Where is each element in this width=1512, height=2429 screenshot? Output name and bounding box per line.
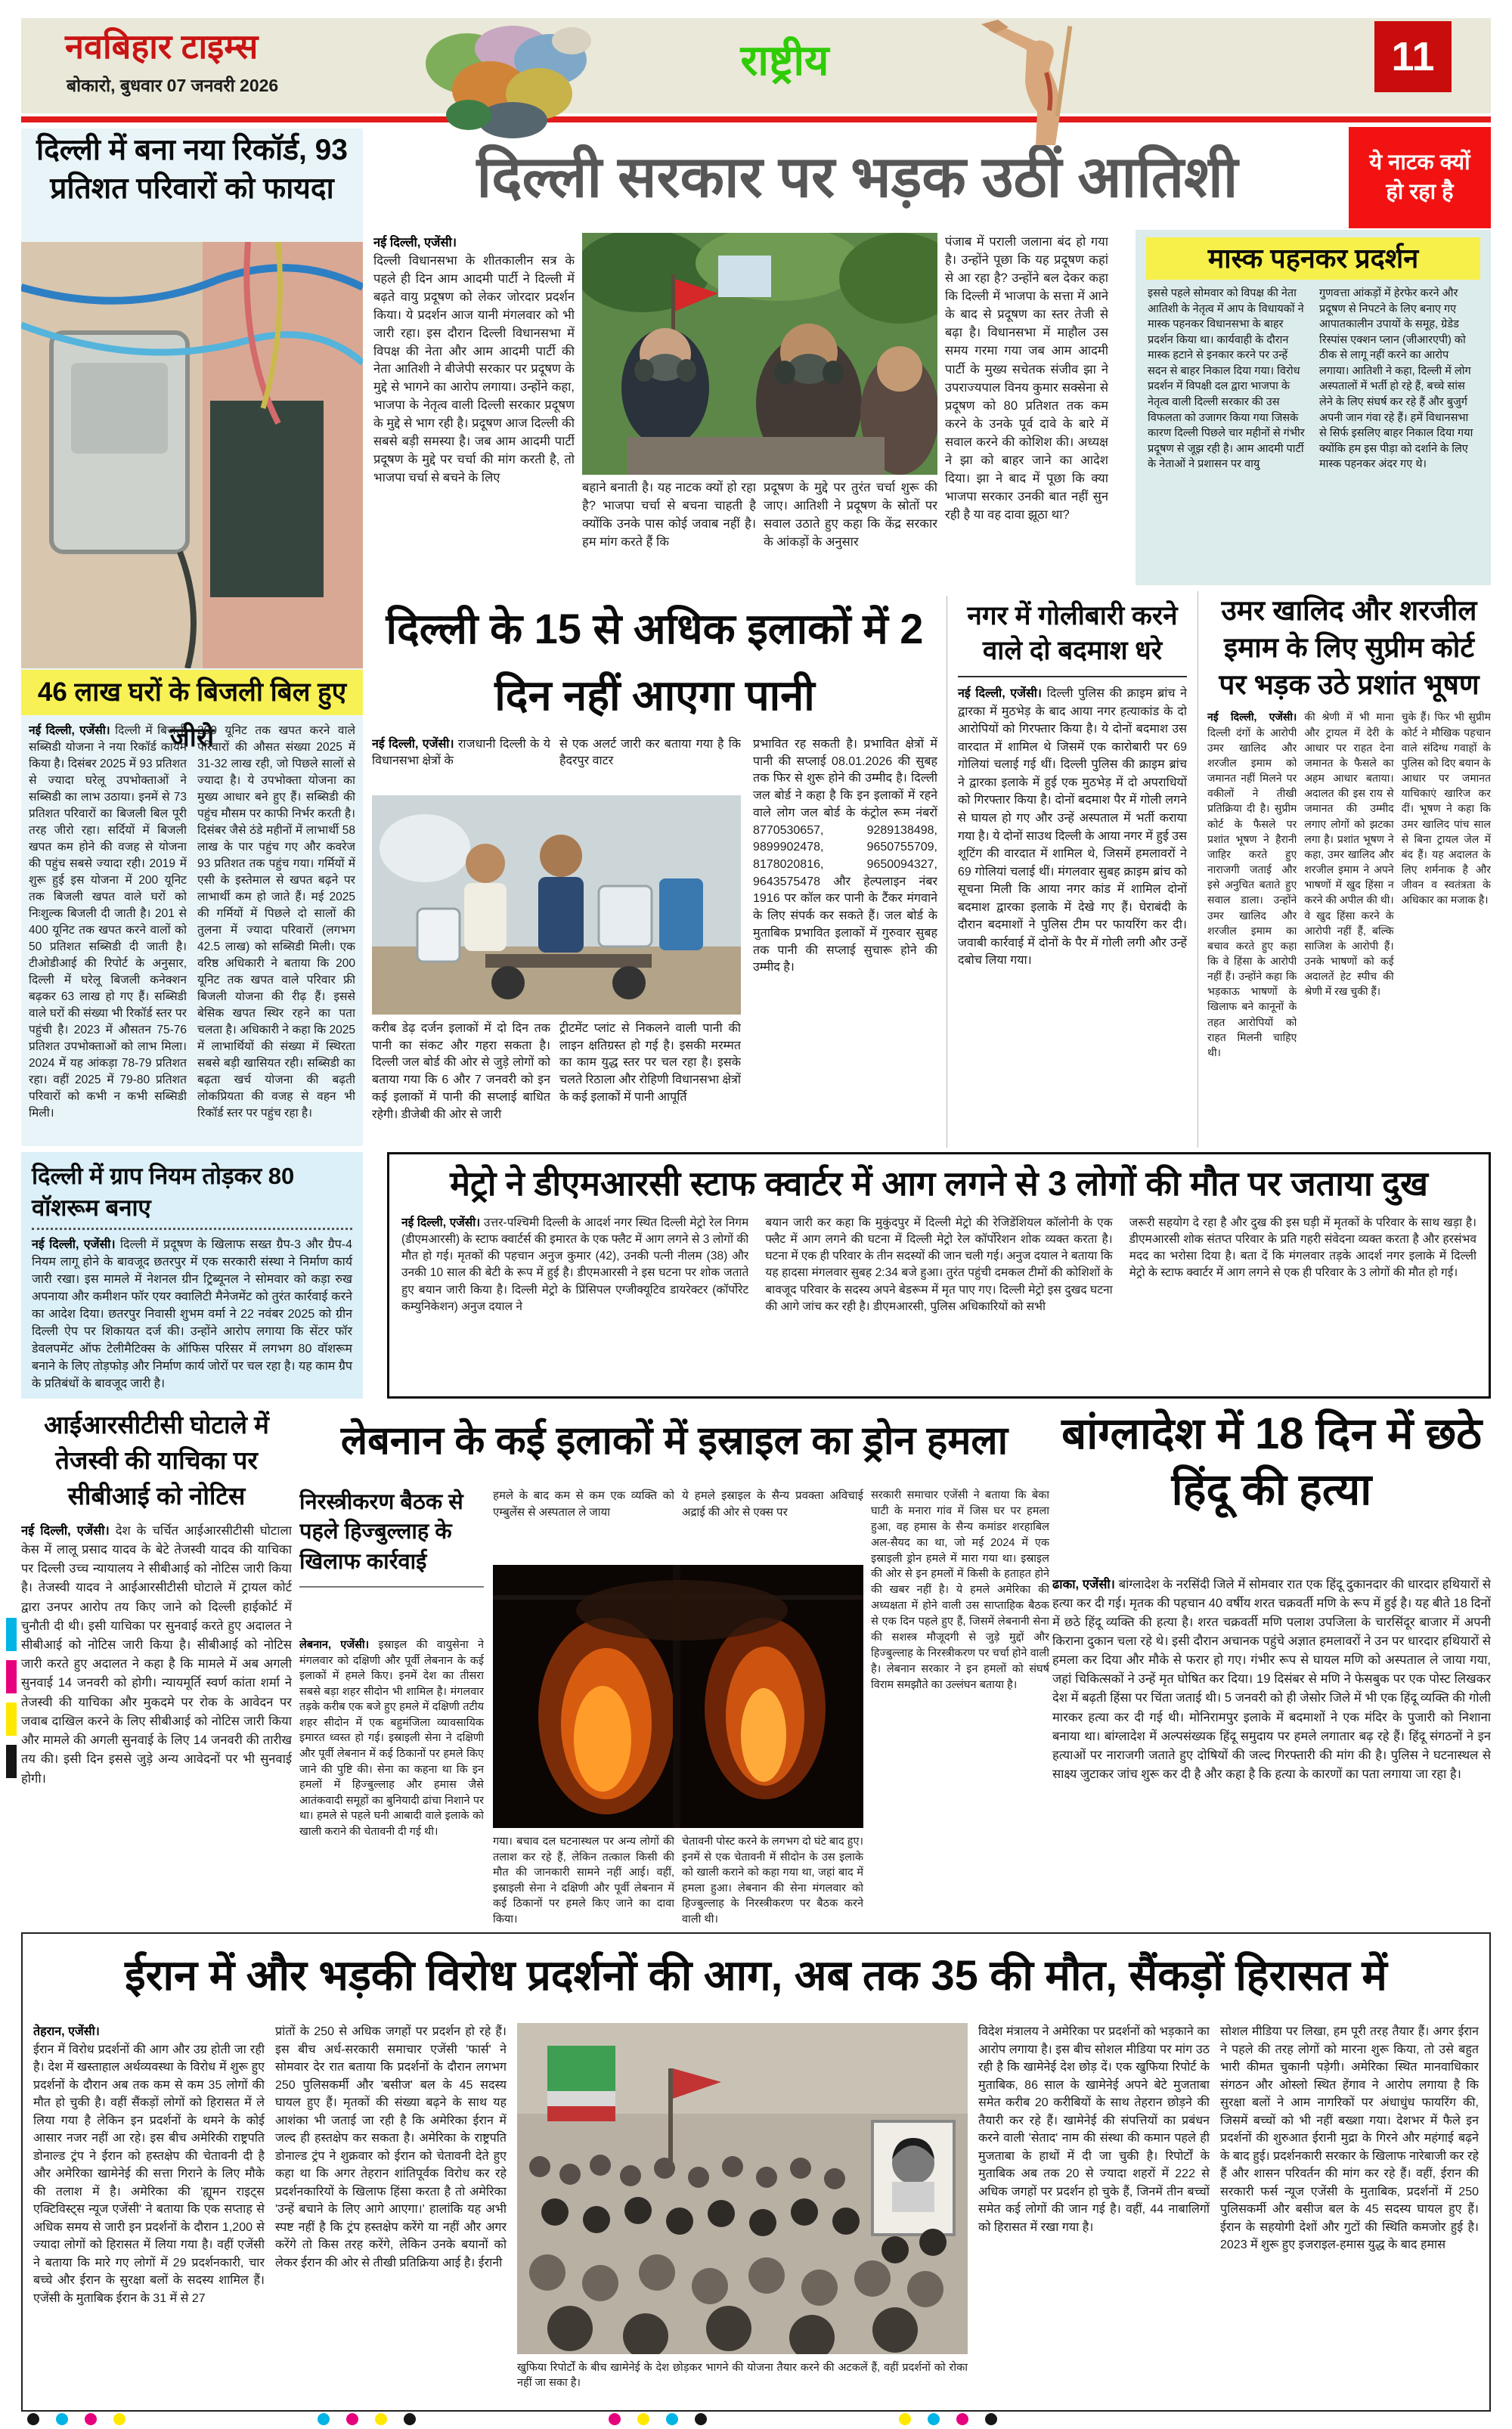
- lebanon-headline: लेबनान के कई इलाकों में इस्राइल का ड्रोन हमला: [340, 1419, 1009, 1463]
- shooting-headline: नगर में गोलीबारी करने वाले दो बदमाश धरे: [958, 599, 1187, 677]
- photo-fire-strike: [493, 1565, 863, 1828]
- mask-col1: इससे पहले सोमवार को विपक्ष की नेता आतिशी के नेतृत्व में आप के विधायकों ने मास्क पहनकर विधानसभा के बाहर प्रदर्शन किया था। कार्यवाही के दौरान मास्क हटाने से इनकार करने पर उन्हें सदन से बाहर निकाल दिया गया। विरोध प्रदर्शन में विपक्षी दल द्वारा भाजपा के नेतृत्व वाली दिल्ली सरकार की उस विफलता को उजागर किया गया जिसके कारण दिल्ली पिछले चार महीनों से गंभीर प्रदूषण से जूझ रही है। आम आदमी पार्टी के नेताओं ने प्रशासन पर वायु: [1148, 287, 1305, 471]
- main-col1: [373, 234, 575, 587]
- lebanon-below-a: गया। बचाव दल घटनास्थल पर अन्य लोगों की तलाश कर रहे हैं, लेकिन तत्काल किसी की मौत की जानकारी सामने नहीं आई। वहीं, इस्राइली सेना ने दक्षिणी और पूर्वी लेबनान में कई ठिकानों पर हमले किए जाने का दावा किया।: [493, 1836, 674, 1926]
- registration-dot: [318, 2413, 330, 2425]
- record-flash-headline: 46 लाख घरों के बिजली बिल हुए जीरो: [21, 670, 363, 715]
- bhushan-col2: की श्रेणी में भी माना और ट्रायल में देरी के आधार पर राहत देना जमानत के फैसले का अहम आधार बताया। अदालत की इस राय से जमानत की उम्मीद लगाए लोगों को झटका लगा है। प्रशांत भूषण ने कहा, उमर खालिद और शरजील इमाम ने अपने भाषणों में खुद हिंसा न करने की अपील की थी। वे खुद हिंसा करने के आरोपी नहीं हैं, बल्कि साजिश के आरोपी हैं। उनके भाषणों को कई अदालतें हेट स्पीच की श्रेणी में रख चुकी हैं।: [1304, 711, 1394, 998]
- bhushan-col1: [1207, 709, 1297, 1117]
- article-iran-protests: [21, 1932, 1491, 2412]
- photo-iran-protest-crowd: [517, 2023, 968, 2354]
- record-dateline: नई दिल्ली, एजेंसी।: [29, 724, 110, 737]
- registration-square: [6, 1745, 17, 1778]
- metro-col3: जरूरी सहयोग दे रहा है और दुख की इस घड़ी में मृतकों के परिवार के साथ खड़ा है। डीएमआरसी शोक संतप्त परिवार के प्रति गहरी संवेदना व्यक्त करता है और हरसंभव मदद का भरोसा दिया है। बता दें कि मंगलवार तड़के आदर्श नगर इलाके में दिल्ली मेट्रो के स्टाफ क्वार्टर में आग लगने से एक ही परिवार के 3 लोगों की मौत हो गई।: [1129, 1216, 1476, 1280]
- mask-protest-box: [1136, 230, 1491, 585]
- lebanon-dateline: लेबनान, एजेंसी।: [299, 1639, 370, 1651]
- article-water-supply: [372, 596, 937, 1149]
- masthead-rule: [21, 116, 1491, 122]
- registration-dot: [928, 2413, 940, 2425]
- article-bijli-record: [21, 129, 363, 1146]
- lebanon-col4: सरकारी समाचार एजेंसी ने बताया कि बेका घाटी के मनारा गांव में जिस घर पर हमला हुआ, वह हमास के सैन्य कमांडर शरहाबिल अल-सैयद का था, जो मई 2024 में एक इस्राइली ड्रोन हमले में मारा गया था। इस्राइल की ओर से इन हमलों में किसी के हताहत होने की खबर नहीं है। ये हमले अमेरिका की अध्यक्षता में होने वाली उस साप्ताहिक बैठक से एक दिन पहले हुए हैं, जिसमें लेबनानी सेना की सशस्त्र मौजूदगी से जुड़े मुद्दों और हिज्बुल्लाह के निरस्त्रीकरण पर चर्चा होने वाली है। लेबनान सरकार ने इन हमलों को संघर्ष विराम समझौते का उल्लंघन बताया है।: [871, 1489, 1049, 1691]
- registration-group: [899, 2413, 1186, 2429]
- mask-col2: गुणवत्ता आंकड़ों में हेरफेर करने और प्रदूषण से निपटने के लिए बनाए गए आपातकालीन उपायों के समूह, ग्रेडेड रिस्पांस एक्शन प्लान (जीआरएपी) को ठीक से लागू नहीं करने का आरोप लगाया। आतिशी ने कहा, दिल्ली में लोग अस्पतालों में भर्ती हो रहे हैं, बच्चे सांस लेने के लिए संघर्ष कर रहे हैं और बुजुर्ग अपनी जान गंवा रहे हैं। हमें विधानसभा से सिर्फ इसलिए बाहर निकाल दिया गया क्योंकि हम इस पीड़ा को दर्शाने के लिए मास्क पहनकर अंदर गए थे।: [1319, 287, 1473, 471]
- registration-dot: [404, 2413, 416, 2425]
- registration-group: [27, 2413, 314, 2429]
- record-headline: दिल्ली में बना नया रिकॉर्ड, 93 प्रतिशत परिवारों को फायदा: [36, 134, 348, 205]
- article-bangladesh-hindu: [1052, 1406, 1491, 1931]
- article-metro-fire: [387, 1152, 1491, 1399]
- shooting-body-text: दिल्ली पुलिस की क्राइम ब्रांच ने द्वारका में मुठभेड़ के बाद आया नगर हत्याकांड के दो आरोपियों को गिरफ्तार किया है। ये दोनों बदमाश उस वारदात में शामिल थे जिसमें एक कारोबारी पर 69 गोलियां चलाई गई थीं। दिल्ली पुलिस की क्राइम ब्रांच ने द्वारका इलाके में हुई एक मुठभेड़ में दो अपराधियों को गिरफ्तार किया है। दोनों बदमाश पैर में गोली लगने से घायल हो गए और उन्हें अस्पताल में भर्ती कराया गया है। ये दोनों साउथ दिल्ली के आया नगर में हुई उस शूटिंग की वारदात में शामिल थे, जिसमें हमलावरों ने 69 गोलियां चलाई थीं। मंगलवार सुबह क्राइम ब्रांच को सूचना मिली कि आया नगर कांड में शामिल दोनों बदमाश द्वारका इलाके में देखे गए हैं। घेराबंदी के दौरान बदमाशों ने पुलिस टीम पर फायरिंग कर दी। जवाबी कार्रवाई में दोनों के पैर में गोली लगी और उन्हें दबोच लिया गया।: [958, 687, 1187, 968]
- metro-col1: [401, 1215, 748, 1386]
- registration-dot: [56, 2413, 68, 2425]
- registration-dot: [899, 2413, 911, 2425]
- irctc-body: [21, 1522, 292, 1789]
- irctc-body-text: देश के चर्चित आईआरसीटीसी घोटाला केस में लालू प्रसाद यादव के बेटे तेजस्वी यादव की याचिका पर दिल्ली उच्च न्यायालय ने सीबीआई को नोटिस जारी किया है। तेजस्वी यादव ने आईआरसीटीसी घोटाले में ट्रायल कोर्ट द्वारा उनपर आरोप तय किए जाने को दिल्ली हाईकोर्ट में चुनौती दी थी। इसी याचिका पर सुनवाई करते हुए अदालत ने सीबीआई को नोटिस जारी किया है। सीबीआई को नोटिस जारी करते हुए अदालत ने कहा है कि मामले में अब अगली सुनवाई 14 जनवरी को होगी। न्यायमूर्ति स्वर्ण कांता शर्मा ने तेजस्वी की याचिका और मुकदमे पर रोक के आवेदन पर जवाब दाखिल करने के लिए सीबीआई को नोटिस जारी किया और मामले की अगली सुनवाई के लिए 14 जनवरी की तारीख तय की। इसी दिन इससे जुड़े अन्य आवेदनों पर भी सुनवाई होगी।: [21, 1523, 292, 1786]
- registration-group: [609, 2413, 896, 2429]
- registration-group: [318, 2413, 605, 2429]
- lebanon-col1-text: इस्राइल की वायुसेना ने मंगलवार को दक्षिणी और पूर्वी लेबनान के कई इलाकों में हमले किए। इनमें देश का तीसरा सबसे बड़ा शहर सीदोन भी शामिल है। मंगलवार तड़के करीब एक बजे हुए हमले में दक्षिणी तटीय शहर सीदोन में एक बहुमंजिला व्यावसायिक इमारत ध्वस्त हो गई। इस्राइली सेना ने दक्षिणी और पूर्वी लेबनान में कई ठिकानों पर हमले किए जाने की पुष्टि की। सेना का कहना था कि इन हमलों में हिज्बुल्लाह और हमास जैसे आतंकवादी समूहों का बुनियादी ढांचा निशाने पर था। हमले से पहले घनी आबादी वाले इलाके को खाली कराने की चेतावनी दी गई थी।: [299, 1639, 484, 1838]
- iran-photo-note: खुफिया रिपोर्टों के बीच खामेनेई के देश छोड़कर भागने की योजना तैयार करने की अटकलें हैं, वहीं प्रदर्शनों को रोका नहीं जा सका है।: [517, 2362, 968, 2389]
- registration-dot: [695, 2413, 707, 2425]
- bhushan-dateline: नई दिल्ली, एजेंसी।: [1207, 711, 1297, 723]
- irctc-dateline: नई दिल्ली, एजेंसी।: [21, 1523, 110, 1538]
- water-dateline: नई दिल्ली, एजेंसी।: [372, 738, 454, 751]
- mask-box-body: [1148, 286, 1479, 575]
- masthead: [21, 18, 1491, 113]
- record-col2: 200 यूनिट तक खपत करने वाले परिवारों की औसत संख्या 2025 में 31-32 लाख रही, जो पिछले सालों से ज्यादा है। ये उपभोक्ता योजना का मुख्य आधार बने हुए हैं। सब्सिडी की पहुंच मौसम पर काफी निर्भर करती है। दिसंबर जैसे ठंडे महीनों में लाभार्थी 58 लाख के पार पहुंच गए और कवरेज 93 प्रतिशत तक पहुंच गया। गर्मियों में एसी के इस्तेमाल से खपत बढ़ने पर लाभार्थी कम हो जाते हैं। मई 2025 की गर्मियों में पिछले दो सालों की तुलना में ज्यादा परिवारों (लगभग 42.5 लाख) को सब्सिडी मिली। एक वरिष्ठ अधिकारी ने बताया कि 200 यूनिट तक खपत वाले परिवार फ्री बिजली योजना की रीढ़ हैं। इससे बेसिक खपत स्थिर रहने का पता चलता है। अधिकारी ने कहा कि 2025 में लाभार्थियों की संख्या में स्थिरता सबसे बड़ी खासियत रही। सब्सिडी का बढ़ता खर्च योजना की बढ़ती लोकप्रियता की वजह से वहन भी रिकॉर्ड स्तर पर पहुंच रहा है।: [197, 724, 355, 1120]
- registration-dot: [637, 2413, 649, 2425]
- iran-col2: प्रांतों के 250 से अधिक जगहों पर प्रदर्शन हो रहे हैं। इस बीच अर्ध-सरकारी समाचार एजेंसी 'फार्स' ने सोमवार देर रात बताया कि प्रदर्शनों के दौरान लगभग 250 पुलिसकर्मी और 'बसीज' बल के 45 सदस्य घायल हुए हैं। मृतकों की संख्या बढ़ने के साथ यह आशंका भी जताई जा रही है कि अमेरिका ईरान में जल्द ही हस्तक्षेप कर सकता है। अमेरिका के राष्ट्रपति डोनाल्ड ट्रंप ने शुक्रवार को ईरान को चेतावनी देते हुए कहा था कि अगर तेहरान शांतिपूर्वक विरोध कर रहे प्रदर्शनकारियों के खिलाफ हिंसा करता है तो अमेरिका 'उन्हें बचाने के लिए आगे आएगा।' हालांकि यह अभी स्पष्ट नहीं है कि ट्रंप हस्तक्षेप करेंगे या नहीं और अगर करेंगे तो किस तरह करेंगे, लेकिन उनके बयानों को लेकर ईरान की ओर से तीखी प्रतिक्रिया आई है। ईरानी: [275, 2025, 507, 2269]
- registration-dot: [666, 2413, 678, 2425]
- bhushan-col1-text: दिल्ली दंगों के आरोपी उमर खालिद और शरजील इमाम को जमानत नहीं मिलने पर वकीलों ने तीखी प्रतिक्रिया दी है। सुप्रीम कोर्ट के फैसले पर प्रशांत भूषण ने हैरानी जाहिर करते हुए नाराजगी जताई और इसे अनुचित बताते हुए सवाल डाला। उन्होंने उमर खालिद और शरजील इमाम का बचाव करते हुए कहा कि वे हिंसा के आरोपी नहीं हैं। उन्होंने कहा कि भड़काऊ भाषणों के खिलाफ बने कानूनों के तहत आरोपियों को राहत मिलनी चाहिए थी।: [1207, 726, 1297, 1058]
- water-lead: [372, 736, 550, 792]
- drama-kicker-line1: ये नाटक क्यों: [1369, 150, 1470, 175]
- lebanon-below-b: चेतावनी पोस्ट करने के लगभग दो घंटे बाद हुए। इनमें से एक चेतावनी में सीदोन के उस इलाके को खाली कराने को कहा गया था, जहां बाद में हमला हुआ। लेबनान की सेना मंगलवार को हिज्बुल्लाह के निरस्त्रीकरण पर बैठक करने वाली थी।: [682, 1836, 863, 1926]
- drama-kicker-line2: हो रहा है: [1386, 180, 1454, 205]
- lebanon-mid-a: हमले के बाद कम से कम एक व्यक्ति को एम्बुलेंस से अस्पताल ले जाया: [493, 1489, 674, 1519]
- registration-marks: [27, 2413, 1186, 2429]
- lebanon-mid-b: ये हमले इस्राइल के सैन्य प्रवक्ता अविचाई अद्राई की ओर से एक्स पर: [682, 1489, 863, 1519]
- shooting-dateline: नई दिल्ली, एजेंसी।: [958, 687, 1042, 701]
- registration-dot: [609, 2413, 621, 2425]
- registration-square: [6, 1702, 17, 1736]
- article-prashant-bhushan: [1198, 591, 1491, 1148]
- registration-square: [6, 1660, 17, 1693]
- metro-dateline: नई दिल्ली, एजेंसी।: [401, 1216, 481, 1229]
- article-aya-nagar-shooting: [947, 596, 1187, 1148]
- water-headline: दिल्ली के 15 से अधिक इलाकों में 2 दिन नहीं आएगा पानी: [386, 605, 924, 719]
- bhushan-col3: चुके हैं। फिर भी सुप्रीम कोर्ट ने मौखिक पहचान वाले संदिग्ध गवाहों के पुलिस को दिए बयान के आधार पर जमानत याचिकाएं खारिज कर दीं। भूषण ने कहा कि उमर खालिद पांच साल से बिना ट्रायल जेल में बंद हैं। यह अदालत के लिए शर्मनाक है और जीवन व स्वतंत्रता के अधिकार का मजाक है।: [1401, 711, 1491, 906]
- iran-body: [33, 2023, 1479, 2404]
- registration-dot: [346, 2413, 358, 2425]
- map-collage-graphic: [399, 18, 611, 141]
- metro-body: [401, 1215, 1476, 1386]
- record-col1-text: दिल्ली में बिजली सब्सिडी योजना ने नया रिकॉर्ड कायम किया है। दिसंबर 2025 में 93 प्रतिशत से ज्यादा घरेलू उपभोक्ताओं ने सब्सिडी का लाभ उठाया। इनमें से 73 प्रतिशत परिवारों का बिजली बिल पूरी तरह जीरो रहा। सर्दियों में बिजली खपत कम होने की वजह से योजना की पहुंच सबसे ज्यादा रही। 2019 में शुरू हुई इस योजना में 200 यूनिट तक बिजली खपत वाले घरों को निःशुल्क बिजली दी जाती है। 201 से 400 यूनिट तक खपत करने वालों को 50 प्रतिशत सब्सिडी दी जाती है। टीओडीआई की रिपोर्ट के अनुसार, दिल्ली में घरेलू बिजली कनेक्शन बढ़कर 63 लाख हो गए हैं। सब्सिडी वाले घरों की संख्या भी रिकॉर्ड स्तर पर पहुंची है। 2023 में औसतन 75-76 प्रतिशत उपभोक्ताओं को लाभ मिला। 2024 में यह आंकड़ा 78-79 प्रतिशत रहा। वहीं 2025 में 79-80 प्रतिशत परिवारों को कभी न कभी सब्सिडी मिली।: [29, 724, 187, 1120]
- iran-col1-text: ईरान में विरोध प्रदर्शनों की आग और उग्र होती जा रही है। देश में खस्ताहाल अर्थव्यवस्था के विरोध में शुरू हुए प्रदर्शनों के दौरान अब तक कम से कम 35 लोगों की मौत हो चुकी है। वहीं सैंकड़ों लोगों को हिरासत में ले लिया गया है लेकिन इन प्रदर्शनों के थमने के कोई आसार नजर नहीं आ रहे। इस बीच अमेरिकी राष्ट्रपति डोनाल्ड ट्रंप ने ईरान को हस्तक्षेप की चेतावनी दी है और अमेरिका खामेनेई की सत्ता गिराने के लिए मौके की तलाश में है। अमेरिका की 'ह्यूमन राइट्स एक्टिविस्ट्स न्यूज एजेंसी' ने बताया कि एक सप्ताह से अधिक समय से जारी इन प्रदर्शनों के दौरान 1,200 से ज्यादा लोगों को हिरासत में लिया गया है। वहीं एजेंसी ने बताया कि मारे गए लोगों में 29 प्रदर्शनकारी, चार बच्चे और ईरान के सुरक्षा बलों के सदस्य शामिल हैं। एजेंसी के मुताबिक ईरान के 31 में से 27: [33, 2043, 265, 2305]
- statue-graphic: [936, 20, 1117, 145]
- edition-dateline: बोकारो, बुधवार 07 जनवरी 2026: [67, 76, 279, 95]
- iran-dateline: तेहरान, एजेंसी।: [33, 2025, 100, 2038]
- registration-dot: [985, 2413, 997, 2425]
- bangladesh-headline: बांग्लादेश में 18 दिन में छठे हिंदू की हत्या: [1061, 1409, 1482, 1515]
- lebanon-col1: [299, 1637, 484, 1931]
- lebanon-subhead: निरस्त्रीकरण बैठक से पहले हिज्बुल्लाह के खिलाफ कार्रवाई: [299, 1488, 484, 1588]
- main-col1-text: दिल्ली विधानसभा के शीतकालीन सत्र के पहले ही दिन आम आदमी पार्टी ने दिल्ली में बढ़ते वायु प्रदूषण को लेकर जोरदार प्रदर्शन किया। ये प्रदर्शन आज यानी मंगलवार को भी जारी रहा। इस दौरान दिल्ली विधानसभा में विपक्ष की नेता और आम आदमी पार्टी की नेता आतिशी ने बीजेपी सरकार पर प्रदूषण के मुद्दे से भागने का आरोप लगाया। उन्होंने कहा, भाजपा के नेतृत्व वाली दिल्ली सरकार प्रदूषण के मुद्दे से भाग रही है। प्रदूषण आज दिल्ली की सबसे बड़ी समस्या है। जब आम आदमी पार्टी प्रदूषण के मुद्दे पर चर्चा की मांग करती है, तो भाजपा चर्चा से बचने के लिए: [373, 253, 575, 485]
- drama-kicker-box: [1349, 127, 1491, 228]
- water-below-a: करीब डेढ़ दर्जन इलाकों में दो दिन तक पानी का संकट और गहरा सकता है। दिल्ली जल बोर्ड की ओर से जुड़े लोगों को बताया गया कि 6 और 7 जनवरी को इन कई इलाकों में पानी की सप्लाई बाधित रहेगी। डीजेबी की ओर से जारी: [372, 1022, 550, 1121]
- water-mid-top: से एक अलर्ट जारी कर बताया गया है कि हैदरपुर वाटर: [559, 738, 741, 768]
- section-title: राष्ट्रीय: [740, 36, 829, 84]
- paper-name: नवबिहार टाइम्स: [65, 27, 259, 66]
- metro-headline: मेट्रो ने डीएमआरसी स्टाफ क्वार्टर में आग लगने से 3 लोगों की मौत पर जताया दुख: [450, 1164, 1428, 1203]
- registration-square: [6, 1618, 17, 1651]
- registration-dot: [375, 2413, 387, 2425]
- registration-strip: [6, 1618, 17, 1787]
- bhushan-headline: उमर खालिद और शरजील इमाम के लिए सुप्रीम कोर्ट पर भड़क उठे प्रशांत भूषण: [1219, 595, 1479, 700]
- photo-water-queue: [372, 795, 741, 1015]
- bangladesh-body: [1052, 1575, 1491, 1784]
- washroom-headline: दिल्ली में ग्राप नियम तोड़कर 80 वॉशरूम बनाए: [32, 1160, 352, 1230]
- bangladesh-dateline: ढाका, एजेंसी।: [1052, 1578, 1115, 1591]
- page-number-badge: 11: [1374, 21, 1452, 92]
- main-dateline: नई दिल्ली, एजेंसी।: [373, 236, 457, 249]
- water-lead-text: राजधानी दिल्ली के ये विधानसभा क्षेत्रों के: [372, 738, 550, 768]
- shooting-body: [958, 685, 1187, 969]
- article-lebanon-drone: [299, 1406, 1049, 1931]
- iran-col1: [33, 2023, 265, 2404]
- metro-col2: बयान जारी कर कहा कि मुकुंदपुर में दिल्ली मेट्रो की रेजिडेंशियल कॉलोनी के एक फ्लैट में आग लगने की घटना में दिल्ली मेट्रो रेल कॉर्पोरेशन शोक व्यक्त करता है। घटना में एक ही परिवार के तीन सदस्यों की जान चली गई। अनुज दयाल ने बताया कि यह हादसा मंगलवार सुबह 2:34 बजे हुआ। तुरंत पहुंची दमकल टीमों की कोशिशों के बावजूद परिवार के सदस्य अपने बेडरूम में मृत पाए गए। दिल्ली मेट्रो इस दुखद घटना की आगे जांच कर रही है। डीएमआरसी, पुलिस अधिकारियों को सभी: [765, 1216, 1113, 1313]
- washroom-dateline: नई दिल्ली, एजेंसी।: [32, 1238, 116, 1251]
- water-col3: प्रभावित रह सकती है। प्रभावित क्षेत्रों में पानी की सप्लाई 08.01.2026 की सुबह तक फिर से शुरू होने की उम्मीद है। दिल्ली जल बोर्ड ने कहा है कि इन इलाकों में रहने वाले लोग जल बोर्ड के कंट्रोल रूम नंबरों 8770530657, 9289138498, 9899902478, 9650755709, 8178020816, 9650094327, 9643575478 और हेल्पलाइन नंबर 1916 पर कॉल कर पानी के टैंकर मंगवाने के लिए संपर्क कर सकते हैं। जल बोर्ड के मुताबिक प्रभावित इलाकों में गुरुवार सुबह तक पानी की सप्लाई सुचारू होने की उम्मीद है।: [753, 738, 937, 974]
- article-grap-washroom: [21, 1152, 363, 1399]
- main-headline: दिल्ली सरकार पर भड़क उठीं आतिशी: [476, 145, 1238, 209]
- record-col1: [29, 723, 187, 1140]
- washroom-body-text: दिल्ली में प्रदूषण के खिलाफ सख्त ग्रैप-3 और ग्रैप-4 नियम लागू होने के बावजूद छतरपुर में एक सरकारी संस्था ने निर्माण कार्य जारी रखा। इस मामले में नेशनल ग्रीन ट्रिब्यूनल ने सोमवार को कड़ा रुख अपनाया और कमीशन फॉर एयर क्वालिटी मैनेजमेंट को तुरंत कार्रवाई करने का आदेश दिया। छतरपुर निवासी शुभम वर्मा ने 22 नवंबर 2025 को ग्रीन दिल्ली ऐप पर शिकायत दर्ज की। उन्होंने आरोप लगाया कि सेंटर फॉर डेवलपमेंट ऑफ टेलीमैटिक्स के ऑफिस परिसर में लगभग 80 वॉशरूम बनाने के लिए तोड़फोड़ और निर्माण कार्य जोरों पर चल रहा है। यह काम ग्रैप के प्रतिबंधों के बावजूद जारी है।: [32, 1238, 352, 1391]
- bangladesh-body-text: बांग्लादेश के नरसिंदी जिले में सोमवार रात एक हिंदू दुकानदार की धारदार हथियारों से हत्या कर दी गई। मृतक की पहचान 40 वर्षीय शरत चक्रवर्ती मणि के रूप में हुई है। यह बीते 18 दिनों में छठे हिंदू व्यक्ति की हत्या है। शरत चक्रवर्ती मणि पलाश उपजिला के चारसिंदूर बाजार में अपनी किराना दुकान चला रहे थे। इसी दौरान अचानक पहुंचे अज्ञात हमलावरों ने उन पर धारदार हथियारों से हमला कर दिया और मौके से फरार हो गए। गंभीर रूप से घायल मणि को अस्पताल ले जाया गया, जहां चिकित्सकों ने उन्हें मृत घोषित कर दिया। 19 दिसंबर से मणि ने फेसबुक पर एक पोस्ट लिखकर देश में बढ़ती हिंसा पर चिंता जताई थी। 5 जनवरी को ही जेसोर जिले में भी एक हिंदू व्यक्ति की गोली मारकर हत्या कर दी गई थी। मोनिरामपुर इलाके में बदमाशों ने एक मंदिर के पुजारी को निशाना बनाया था। बांग्लादेश में अल्पसंख्यक हिंदू समुदाय पर हमले लगातार बढ़ रहे हैं। हिंदू संगठनों ने इन हत्याओं पर नाराजगी जताते हुए दोषियों की जल्द गिरफ्तारी की मांग की है। पुलिस ने घटनास्थल से साक्ष्य जुटाकर जांच शुरू कर दी है और कहा है कि हत्या के कारणों का पता लगाया जा रहा है।: [1052, 1578, 1491, 1781]
- irctc-headline: आईआरसीटीसी घोटाले में तेजस्वी की याचिका पर सीबीआई को नोटिस: [44, 1411, 269, 1510]
- bhushan-body: [1207, 709, 1491, 1117]
- registration-dot: [956, 2413, 968, 2425]
- iran-col3: विदेश मंत्रालय ने अमेरिका पर प्रदर्शनों को भड़काने का आरोप लगाया है। इस बीच सोशल मीडिया पर मांग उठ रही है कि खामेनेई देश छोड़ दें। एक खुफिया रिपोर्ट के मुताबिक, 86 साल के खामेनेई अपने बेटे मुजताबा समेत करीब 20 करीबियों के साथ तेहरान छोड़ने की तैयारी कर रहे हैं। खामेनेई की संपत्तियों का प्रबंधन करने वाली 'सेताद' नाम की संस्था की कमान पहले ही मुजताबा के हाथों में दी जा चुकी है। रिपोर्टों के मुताबिक अब तक 20 से ज्यादा शहरों में 222 से अधिक जगहों पर प्रदर्शन हो चुके हैं, जिनमें तीन बच्चों समेत कई लोगों की जान गई है। वहीं, 44 नाबालिगों को हिरासत में रखा गया है।: [978, 2025, 1210, 2234]
- registration-dot: [85, 2413, 97, 2425]
- iran-col4: सोशल मीडिया पर लिखा, हम पूरी तरह तैयार हैं। अगर ईरान ने पहले की तरह लोगों को मारना शुरू किया, तो उसे बहुत भारी कीमत चुकानी पड़ेगी। अमेरिका स्थित मानवाधिकार संगठन और ओस्लो स्थित हेंगाव ने आरोप लगाया है कि सुरक्षा बलों ने आम नागरिकों पर अंधाधुंध फायरिंग की, जिसमें बच्चों को भी नहीं बख्शा गया। देशभर में फैले इन प्रदर्शनों की शुरुआत ईरानी मुद्रा के गिरने और महंगाई बढ़ने के बाद हुई। प्रदर्शनकारी सरकार के खिलाफ नारेबाजी कर रहे हैं और शासन परिवर्तन की मांग कर रहे हैं। वहीं, ईरान की सरकारी फर्स न्यूज एजेंसी के मुताबिक, प्रदर्शनों में 250 पुलिसकर्मी और बसीज बल के 45 सदस्य घायल हुए हैं। ईरान के सहयोगी देशों और गुटों की स्थिति कमजोर हुई है। 2023 में शुरू हुए इजराइल-हमास युद्ध के बाद हमास: [1220, 2025, 1479, 2252]
- photo-gasmask-protest: [582, 233, 937, 475]
- record-body: [29, 723, 355, 1140]
- main-under-photo-b: प्रदूषण के मुद्दे पर तुरंत चर्चा शुरू की जाए। आतिशी ने प्रदूषण के स्रोतों पर सवाल उठाते हुए कहा कि केंद्र सरकार के आंकड़ों के अनुसार: [764, 481, 937, 549]
- water-below-b: ट्रीटमेंट प्लांट से निकलने वाली पानी की लाइन क्षतिग्रस्त हो गई है। इसकी मरम्मत का काम युद्ध स्तर पर चल रहा है। इसके चलते रिठाला और रोहिणी विधानसभा क्षेत्रों के कई इलाकों में पानी आपूर्ति: [559, 1022, 741, 1104]
- registration-dot: [27, 2413, 39, 2425]
- main-col4: पंजाब में पराली जलाना बंद हो गया है। उन्होंने पूछा कि यह प्रदूषण कहां से आ रहा है? उन्होंने बल देकर कहा कि दिल्ली में भाजपा के सत्ता में आने के बाद से प्रदूषण का स्तर तेजी से बढ़ा है। विधानसभा में माहौल उस समय गरमा गया जब आम आदमी पार्टी के मुख्य सचेतक संजीव झा ने उपराज्यपाल विनय कुमार सक्सेना से प्रदूषण को 80 प्रतिशत तक कम करने के उनके पूर्व दावे के बारे में सवाल करने की कोशिश की। अध्यक्ष ने झा को बाहर जाने का आदेश दिया। झा ने बाद में पूछा कि क्या भाजपा सरकार उनकी बात नहीं सुन रही है या वह दावा झूठा था?: [945, 235, 1108, 522]
- metro-col1-text: उत्तर-पश्चिमी दिल्ली के आदर्श नगर स्थित दिल्ली मेट्रो रेल निगम (डीएमआरसी) के स्टाफ क्वार्टर्स की इमारत के एक फ्लैट में आग लगने से 3 लोगों की मौत हो गई। मृतकों की पहचान अनुज कुमार (42), उनकी पत्नी नीलम (38) और उनकी 10 साल की बेटी के रूप में हुई है। डीएमआरसी ने इस घटना पर शोक जताते हुए बयान जारी किया है। दिल्ली मेट्रो के प्रिंसिपल एग्जीक्यूटिव डायरेक्टर (कॉर्पोरेट कम्युनिकेशन) अनुज दयाल ने: [401, 1216, 749, 1313]
- article-irctc-notice: [21, 1406, 292, 1931]
- washroom-body: [32, 1236, 352, 1393]
- iran-photo-wrap: [517, 2023, 968, 2404]
- photo-electric-meters: [21, 242, 363, 668]
- registration-dot: [113, 2413, 125, 2425]
- main-under-photo-a: बहाने बनाती है। यह नाटक क्यों हो रहा है? भाजपा चर्चा से बचना चाहती है क्योंकि उनके पास कोई जवाब नहीं है। हम मांग करते हैं कि: [582, 481, 756, 549]
- iran-headline: ईरान में और भड़की विरोध प्रदर्शनों की आग, अब तक 35 की मौत, सैंकड़ों हिरासत में: [125, 1951, 1387, 1999]
- mask-box-title: मास्क पहनकर प्रदर्शन: [1146, 237, 1480, 280]
